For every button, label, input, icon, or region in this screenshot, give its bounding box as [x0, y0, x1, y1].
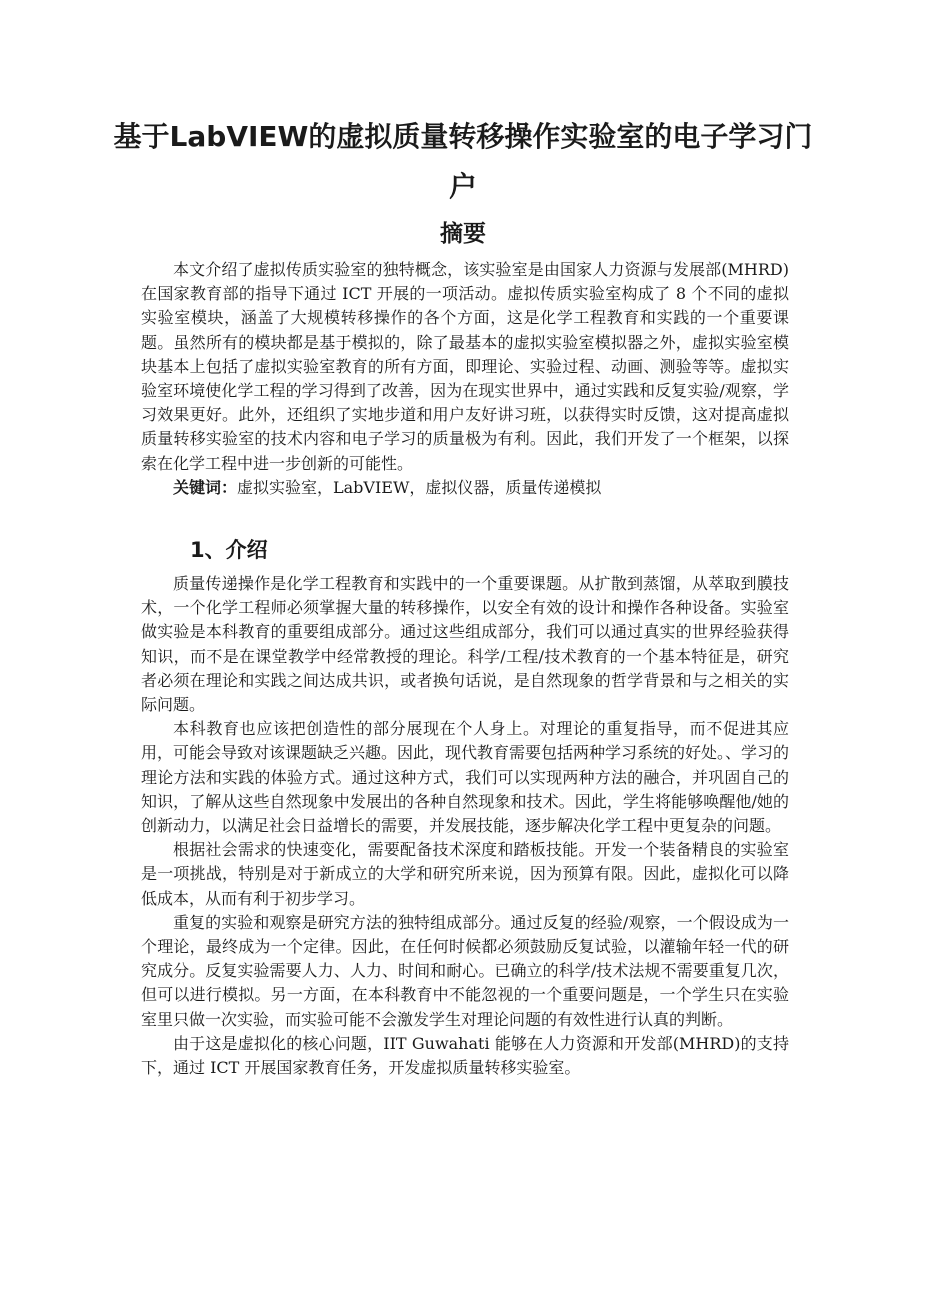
intro-paragraph: 重复的实验和观察是研究方法的独特组成部分。通过反复的经验/观察，一个假设成为一个理论，最终成为一个定律。因此，在任何时候都必须鼓励反复试验，以灌输年轻一代的研究成分。反复实验需要人力、人力、时间和耐心。已确立的科学/技术法规不需要重复几次，但可以进行模拟。另一方面，在本科教育中不能忽视的一个重要问题是，一个学生只在实验室里只做一次实验，而实验可能不会激发学生对理论问题的有效性进行认真的判断。: [141, 912, 789, 1029]
abstract-section: [141, 258, 789, 500]
document-title: 基于LabVIEW的虚拟质量转移操作实验室的电子学习门户: [113, 120, 813, 203]
intro-paragraph: 本科教育也应该把创造性的部分展现在个人身上。对理论的重复指导，而不促进其应用，可能会导致对该课题缺乏兴趣。因此，现代教育需要包括两种学习系统的好处。、学习的理论方法和实践的体验方式。通过这种方式，我们可以实现两种方法的融合，并巩固自己的知识，了解从这些自然现象中发展出的各种自然现象和技术。因此，学生将能够唤醒他/她的创新动力，以满足社会日益增长的需要，并发展技能，逐步解决化学工程中更复杂的问题。: [141, 719, 790, 836]
intro-paragraph: 质量传递操作是化学工程教育和实践中的一个重要课题。从扩散到蒸馏，从萃取到膜技术，一个化学工程师必须掌握大量的转移操作，以安全有效的设计和操作各种设备。实验室做实验是本科教育的重要组成部分。通过这些组成部分，我们可以通过真实的世界经验获得知识，而不是在课堂教学中经常教授的理论。科学/工程/技术教育的一个基本特征是，研究者必须在理论和实践之间达成共识，或者换句话说，是自然现象的哲学背景和与之相关的实际问题。: [141, 574, 789, 715]
intro-paragraph: 由于这是虚拟化的核心问题，IIT Guwahati 能够在人力资源和开发部(MHRD)的支持下，通过 ICT 开展国家教育任务，开发虚拟质量转移实验室。: [141, 1033, 789, 1078]
introduction-section: [141, 572, 789, 1080]
abstract-heading: 摘要: [440, 221, 486, 247]
keywords-label: 关键词：: [173, 477, 238, 497]
keywords-line: [141, 476, 789, 500]
abstract-paragraph: 本文介绍了虚拟传质实验室的独特概念，该实验室是由国家人力资源与发展部(MHRD)在国家教育部的指导下通过 ICT 开展的一项活动。虚拟传质实验室构成了 8 个不同的虚拟实验室模块，涵盖了大规模转移操作的各个方面，这是化学工程教育和实践的一个重要课题。虽然所有的模块都是基于模拟的，除了最基本的虚拟实验室模拟器之外，虚拟实验室模块基本上包括了虚拟实验室教育的所有方面，即理论、实验过程、动画、测验等等。虚拟实验室环境使化学工程的学习得到了改善，因为在现实世界中，通过实践和反复实验/观察，学习效果更好。此外，还组织了实地步道和用户友好讲习班，以获得实时反馈，这对提高虚拟质量转移实验室的技术内容和电子学习的质量极为有利。因此，我们开发了一个框架，以探索在化学工程中进一步创新的可能性。: [141, 260, 789, 473]
intro-paragraph: 根据社会需求的快速变化，需要配备技术深度和踏板技能。开发一个装备精良的实验室是一项挑战，特别是对于新成立的大学和研究所来说，因为预算有限。因此，虚拟化可以降低成本，从而有利于初步学习。: [141, 840, 789, 908]
keywords-text: 虚拟实验室，LabVIEW，虚拟仪器，质量传递模拟: [237, 477, 602, 497]
section-heading-introduction: 1、介绍: [190, 538, 268, 562]
